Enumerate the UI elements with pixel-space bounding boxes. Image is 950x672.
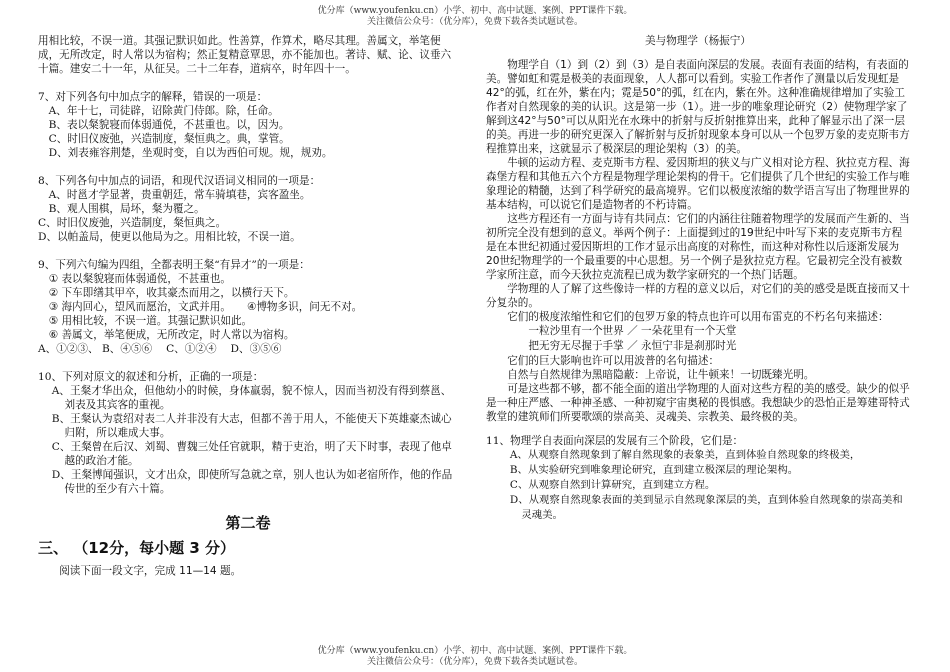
q9-item-6: ⑥ 善属文，举笔便成，无所改定，时人常以为宿构。 [48, 329, 295, 341]
article-paragraph-2: 牛顿的运动方程、麦克斯韦方程、爱因斯坦的狭义与广义相对论方程、狄拉克方程、海森堡方程和其他五六个方程是物理学理论架构的骨干。它们提供了几个世纪的实验工作与唯象理论的精髓，达到了科学研究的最高境界。它们以极度浓缩的数学语言写出了物理世界的基本结构，可以说它们是造物者的不朽诗篇。 [486, 157, 910, 211]
q10-option-a: A、王粲才华出众，但他幼小的时候，身体羸弱，貌不惊人，因而当初没有得到蔡邕、刘表及其宾客的重视。 [51, 385, 452, 411]
q7-option-b: B、表以粲貌寝而体弱通侻，不甚重也。以，因为。 [48, 119, 290, 131]
footer-line-1: 优分库（www.youfenku.cn）小学、初中、高中试题、案例、PPT课件下载。 [317, 646, 633, 656]
article-title: 美与物理学（杨振宁） [645, 35, 751, 47]
q10-option-c: C、王粲曾在后汉、刘蜀、曹魏三处任官就职，精于吏治，明了天下时事，表现了他卓越的政治才能。 [51, 441, 452, 467]
header-line-1: 优分库（www.youfenku.cn）小学、初中、高中试题、案例、PPT课件下载。 [317, 6, 633, 16]
question-9 [38, 258, 458, 356]
pope-quote: 自然与自然规律为黑暗隐蔽：上帝说，让牛顿来！一切既臻光明。 [507, 369, 815, 381]
passage-end: 用相比较，不误一道。其强记默识如此。性善算，作算术，略尽其理。善属文，举笔便成，无所改定，时人常以为宿构；然正复精意覃思，亦不能加也。著诗、赋、论、议垂六十篇。建安二十一年，从征吴。二十二年春，道病卒，时年四十一。 [38, 35, 452, 75]
q9-item-1: ① 表以粲貌寝而体弱通侻，不甚重也。 [48, 273, 231, 285]
q7-option-d: D、刘表雍容荆楚，坐观时变，自以为西伯可规。规，规劝。 [48, 147, 333, 159]
pope-intro: 它们的巨大影响也许可以用波普的名句描述： [507, 355, 720, 367]
q11-option-a: A、从观察自然现象到了解自然现象的表象美，直到体验自然现象的终极美， [509, 449, 861, 461]
article-paragraph-5: 它们的极度浓缩性和它们的包罗万象的特点也许可以用布雷克的不朽名句来描述： [507, 311, 889, 323]
section-2-heading: 第二卷 [225, 514, 271, 532]
q10-option-d: D、王粲博闻强识，文才出众，即使所写急就之章，别人也认为如老宿所作，他的作品传世的至少有六十篇。 [51, 469, 453, 495]
q8-option-d: D、以帕盖局，使更以他局为之。用相比较，不误一道。 [38, 231, 301, 243]
q8-option-c: C、时旧仪废弛，兴造制度，粲恒典之。 [38, 217, 227, 229]
question-10 [38, 370, 458, 496]
article-closing: 可是这些都不够，都不能全面的道出学物理的人面对这些方程的美的感受。缺少的似乎是一种庄严感、一种神圣感、一种初窥宇宙奥秘的畏惧感。我想缺少的恐怕正是筹建哥特式教堂的建筑师们所要歌颂的崇高美、灵魂美、宗教美、最终极的美。 [486, 383, 910, 423]
q8-stem: 8、下列各句中加点的词语，和现代汉语词义相同的一项是： [38, 175, 321, 187]
header-line-2: 关注微信公众号：（优分库），免费下载各类试题试卷。 [366, 17, 583, 27]
q7-option-a: A、年十七，司徒辟，诏除黄门侍郎。除，任命。 [48, 105, 279, 117]
question-7 [38, 90, 458, 160]
reading-instruction: 阅读下面一段文字，完成 11—14 题。 [59, 565, 242, 577]
q9-answers: A、①②③、 B、④⑤⑥ C、①②④ D、③⑤⑥ [38, 343, 282, 355]
article-paragraph-3: 这些方程还有一方面与诗有共同点：它们的内涵往往随着物理学的发展而产生新的、当初所完全没有想到的意义。举两个例子：上面提到过的19世纪中叶写下来的麦克斯韦方程是在本世纪初通过爱因斯坦的工作才显示出高度的对称性，而这种对称性以后逐渐发展为20世纪物理学的一个最重要的中心思想。另一个例子是狄拉克方程。它最初完全没有被数学家所注意，而今天狄拉克流程已成为数学家研究的一个热门话题。 [486, 213, 910, 281]
q9-item-2: ② 下车即缮其甲卒，收其豪杰而用之，以横行天下。 [48, 287, 295, 299]
article-paragraph-1: 物理学自（1）到（2）到（3）是自表面向深层的发展。表面有表面的结构，有表面的美。譬如虹和霓是极美的表面现象，人人都可以看到。实验工作者作了测量以后发现虹是42°的弧，红在外，紫在内；霓是50°的弧，红在内，紫在外。这种准确规律增加了实验工作者对自然现象的美的认识。这是第一步（1）。进一步的唯象理论研究（2）使物理学家了解到这42°与50°可以从阳光在水珠中的折射与反折射推算出来，此种了解显示出了深一层的美。再进一步的研究更深入了解折射与反折射现象本身可以从一个包罗万象的麦克斯韦方程推算出来，这就显示了极深层的理论架构（3）的美。 [486, 59, 910, 155]
page-header [0, 6, 950, 28]
q7-option-c: C、时旧仪废弛，兴造制度，粲恒典之。典，掌管。 [48, 133, 290, 145]
section-3-heading: 三、 （12分，每小题 3 分） [38, 539, 235, 557]
q9-stem: 9、下列六句编为四组，全都表明王粲“有异才”的一项是： [38, 259, 310, 271]
question-11 [486, 434, 910, 523]
page-footer [0, 646, 950, 668]
blake-poem-line-1: 一粒沙里有一个世界 ／ 一朵花里有一个天堂 [528, 325, 737, 337]
q11-option-b: B、从实验研究到唯象理论研究，直到建立极深层的理论架构。 [509, 464, 799, 476]
q10-option-b: B、王粲认为袁绍对表二人并非没有大志，但都不善于用人，不能使天下英雄豪杰诚心归附，所以难成大事。 [51, 413, 452, 439]
q11-option-d: D、从观察自然现象表面的美到显示自然现象深层的美，直到体验自然现象的崇高美和灵魂美。 [509, 494, 903, 521]
q11-option-c: C、从观察自然到计算研究，直到建立方程。 [509, 479, 716, 491]
question-8 [38, 174, 458, 244]
q11-stem: 11、物理学自表面向深层的发展有三个阶段，它们是： [486, 435, 744, 447]
q8-option-b: B、观人围棋，局坏，粲为覆之。 [48, 203, 205, 215]
q10-stem: 10、下列对原文的叙述和分析，正确的一项是： [38, 371, 264, 383]
article-paragraph-4: 学物理的人了解了这些像诗一样的方程的意义以后，对它们的美的感受是既直接而又十分复杂的。 [486, 283, 910, 309]
footer-line-2: 关注微信公众号：（优分库），免费下载各类试题试卷。 [366, 657, 583, 667]
q9-item-3: ③ 海内回心，望风而愿治，文武并用。 ④博物多识，问无不对。 [48, 301, 363, 313]
right-column [486, 34, 910, 523]
blake-poem-line-2: 把无穷无尽握于手掌 ／ 永恒宁非是刹那时光 [528, 340, 737, 352]
left-column [38, 34, 458, 578]
q7-stem: 7、对下列各句中加点字的解释，错误的一项是： [38, 91, 268, 103]
q9-item-5: ⑤ 用相比较，不误一道。其强记默识如此。 [48, 315, 253, 327]
q8-option-a: A、时邕才学显著，贵重朝廷，常车骑填巷，宾客盈坐。 [48, 189, 311, 201]
